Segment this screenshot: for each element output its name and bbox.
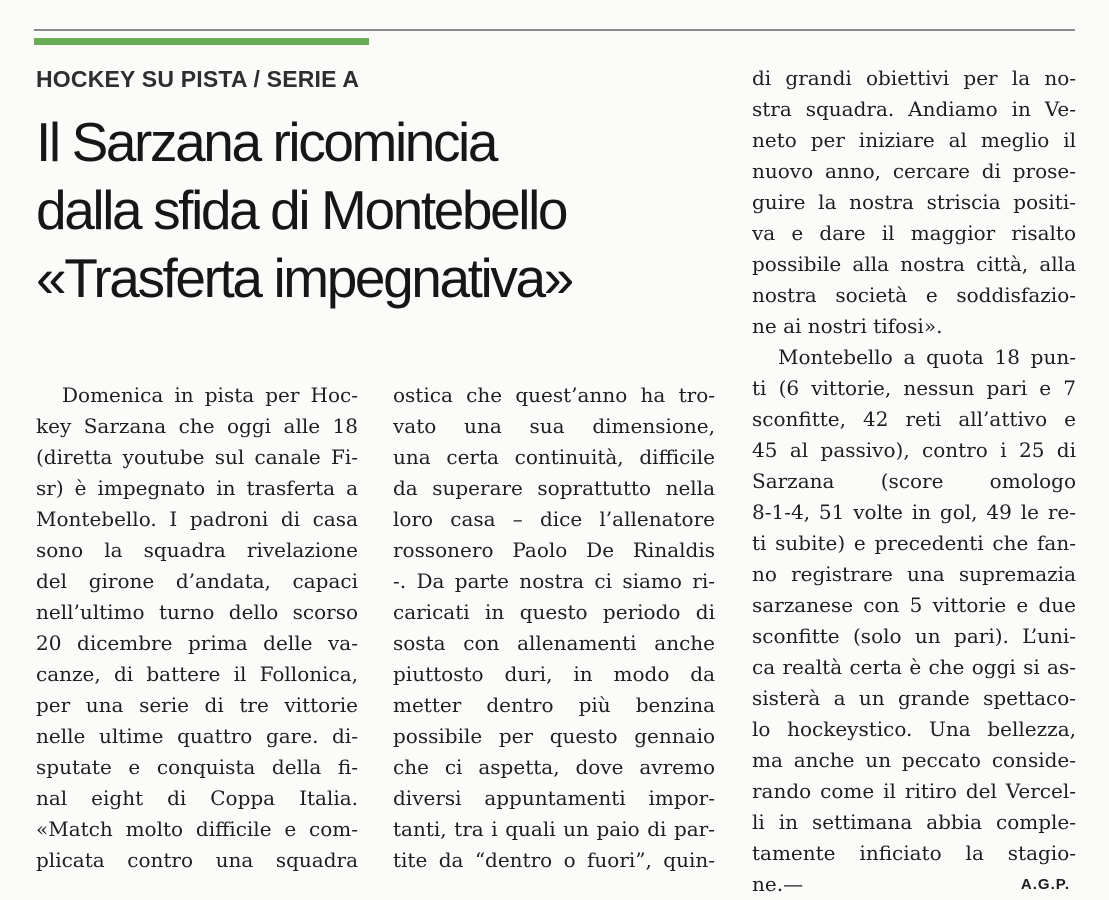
text-line: neto per iniziare al meglio il (752, 128, 1076, 152)
text-line: 45 al passivo), contro i 25 di (752, 438, 1076, 462)
section-accent-bar (34, 38, 369, 45)
text-line: rossonero Paolo De Rinaldis (393, 538, 715, 562)
text-line: sconfitte (solo un pari). L’uni- (752, 624, 1076, 648)
text-line: rando come il ritiro del Vercel- (752, 779, 1076, 803)
text-line: caricati in questo periodo di (393, 600, 715, 624)
text-line: ca realtà certa è che oggi si as- (752, 655, 1076, 679)
text-line: possibile alla nostra città, alla (752, 252, 1076, 276)
author-signature: A.G.P. (1020, 876, 1070, 893)
headline-line: Il Sarzana ricomincia (36, 111, 497, 173)
text-line: vato una sua dimensione, (393, 414, 715, 438)
text-line: metter dentro più benzina (393, 693, 715, 717)
article-column-1 (36, 380, 358, 876)
text-line: va e dare il maggior risalto (752, 221, 1076, 245)
text-line: di grandi obiettivi per la no- (752, 66, 1076, 90)
text-line: loro casa – dice l’allenatore (393, 507, 715, 531)
text-line: sosta con allenamenti anche (393, 631, 715, 655)
text-line: «Match molto difficile e com- (36, 817, 358, 841)
article-column-2 (393, 380, 715, 876)
top-rule (34, 29, 1075, 31)
text-line: per una serie di tre vittorie (36, 693, 358, 717)
text-line: canze, di battere il Follonica, (36, 662, 358, 686)
text-line: key Sarzana che oggi alle 18 (36, 414, 358, 438)
text-line: sr) è impegnato in trasferta a (36, 476, 358, 500)
text-line: che ci aspetta, dove avremo (393, 755, 715, 779)
text-line: ostica che quest’anno ha tro- (393, 383, 715, 407)
text-line: nal eight di Coppa Italia. (36, 786, 358, 810)
text-line: ti (6 vittorie, nessun pari e 7 (752, 376, 1076, 400)
text-line: da superare soprattutto nella (393, 476, 715, 500)
text-line: -. Da parte nostra ci siamo ri- (393, 569, 715, 593)
text-line: stra squadra. Andiamo in Ve- (752, 97, 1076, 121)
text-line: tamente inficiato la stagio- (752, 841, 1076, 865)
closing-line (752, 869, 1076, 900)
text-line: sconfitte, 42 reti all’attivo e (752, 407, 1076, 431)
headline-line: «Trasferta impegnativa» (36, 247, 572, 309)
text-line: nell’ultimo turno dello scorso (36, 600, 358, 624)
text-line: piuttosto duri, in modo da (393, 662, 715, 686)
text-line: ma anche un peccato conside- (752, 748, 1076, 772)
text-line: nuovo anno, cercare di prose- (752, 159, 1076, 183)
text-line: 8-1-4, 51 volte in gol, 49 le re- (752, 500, 1076, 524)
text-line: tite da “dentro o fuori”, quin- (393, 848, 715, 872)
headline (36, 108, 572, 312)
text-line: una certa continuità, difficile (393, 445, 715, 469)
closing-text: ne.— (752, 872, 804, 896)
text-line: Domenica in pista per Hoc- (62, 383, 358, 407)
text-line: no registrare una supremazia (752, 562, 1076, 586)
text-line: li in settimana abbia comple- (752, 810, 1076, 834)
headline-line: dalla sfida di Montebello (36, 179, 567, 241)
text-line: Montebello a quota 18 pun- (778, 345, 1076, 369)
text-line: nostra società e soddisfazio- (752, 283, 1076, 307)
text-line: ti subite) e precedenti che fan- (752, 531, 1076, 555)
text-line: sono la squadra rivelazione (36, 538, 358, 562)
text-line: sputate e conquista della fi- (36, 755, 358, 779)
text-line: nelle ultime quattro gare. di- (36, 724, 358, 748)
text-line: tanti, tra i quali un paio di par- (393, 817, 715, 841)
text-line: lo hockeystico. Una bellezza, (752, 717, 1076, 741)
text-line: Sarzana (score omologo (752, 469, 1076, 493)
text-line: sisterà a un grande spettaco- (752, 686, 1076, 710)
section-kicker: HOCKEY SU PISTA / SERIE A (36, 66, 360, 92)
text-line: (diretta youtube sul canale Fi- (36, 445, 358, 469)
article-column-3 (752, 63, 1076, 900)
text-line: 20 dicembre prima delle va- (36, 631, 358, 655)
text-line: sarzanese con 5 vittorie e due (752, 593, 1076, 617)
text-line: possibile per questo gennaio (393, 724, 715, 748)
text-line: Montebello. I padroni di casa (36, 507, 358, 531)
text-line: del girone d’andata, capaci (36, 569, 358, 593)
text-line: guire la nostra striscia positi- (752, 190, 1076, 214)
text-line: plicata contro una squadra (36, 848, 358, 872)
text-line: ne ai nostri tifosi». (752, 314, 943, 338)
text-line: diversi appuntamenti impor- (393, 786, 715, 810)
